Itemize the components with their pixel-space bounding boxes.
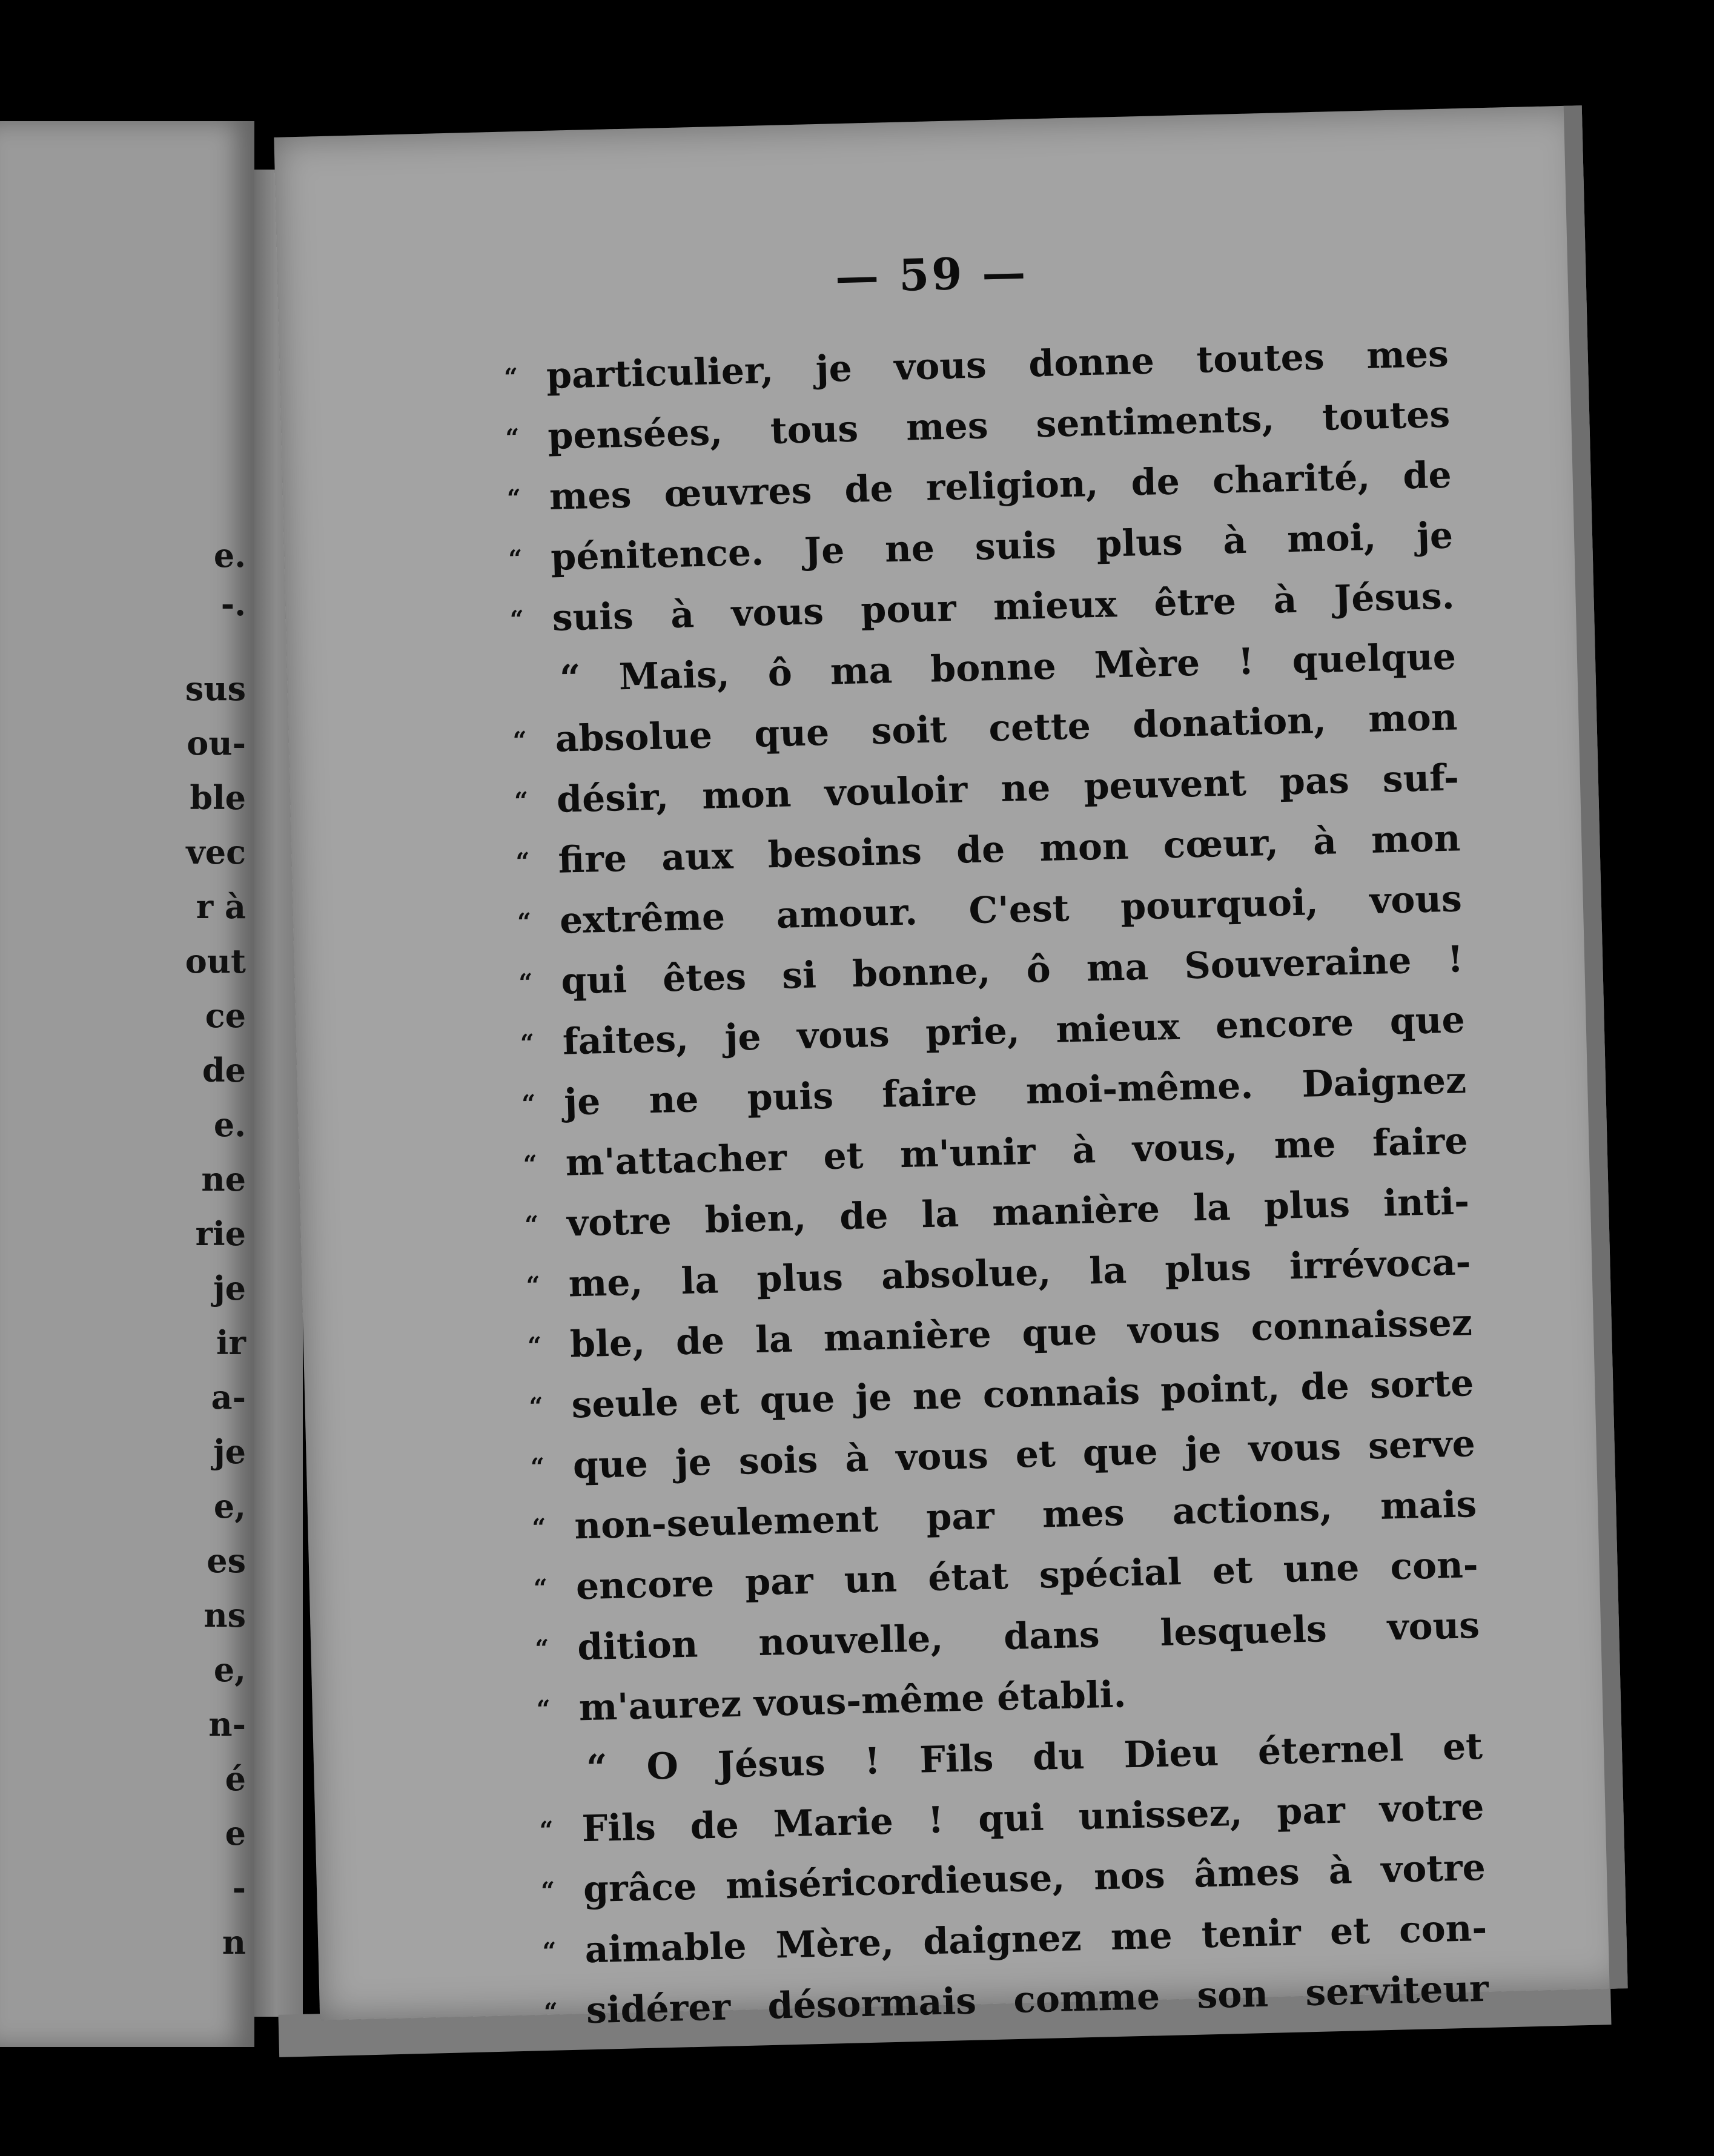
page-right-edge: [1564, 105, 1628, 1989]
line-text: extrême amour. C'est pourquoi, vous: [559, 878, 1463, 942]
left-page-fragment: de: [202, 1051, 246, 1090]
quote-mark: “: [543, 1997, 558, 2026]
left-page-fragment: je: [213, 1269, 246, 1308]
line-text: m'attacher et m'unir à vous, me faire: [565, 1120, 1469, 1185]
line-text: sidérer désormais comme son serviteur: [586, 1967, 1489, 2032]
left-page-fragment: ir: [216, 1323, 246, 1362]
line-text: suis à vous pour mieux être à Jésus.: [552, 575, 1455, 640]
left-page-fragment: sus: [185, 669, 246, 708]
line-text: Fils de Marie ! qui unissez, par votre: [581, 1785, 1485, 1851]
line-text: mes œuvres de religion, de charité, de: [549, 454, 1452, 518]
line-text: je ne puis faire moi-même. Daignez: [563, 1059, 1467, 1124]
quote-mark: “: [518, 968, 534, 997]
quote-mark: “: [530, 1452, 545, 1482]
left-page-fragment: -: [232, 1868, 246, 1907]
line-text: particulier, je vous donne toutes mes: [546, 332, 1449, 397]
line-text: aimable Mère, daignez me tenir et con-: [584, 1906, 1488, 1972]
left-page-fragment: n-: [208, 1705, 246, 1744]
quote-mark: “: [527, 1331, 542, 1361]
quote-mark: “: [539, 1816, 554, 1845]
left-page-fragment: ne: [201, 1160, 246, 1199]
line-text: qui êtes si bonne, ô ma Souveraine !: [560, 938, 1464, 1003]
left-page-fragment: es: [207, 1541, 246, 1580]
quote-mark: “: [520, 1028, 535, 1058]
quote-mark: “: [531, 1513, 547, 1543]
line-text: pénitence. Je ne suis plus à moi, je: [550, 514, 1454, 579]
quote-mark: “: [515, 847, 531, 876]
left-page-fragment: e.: [213, 1105, 246, 1144]
quote-mark: “: [514, 786, 529, 816]
line-text: non-seulement par mes actions, mais: [574, 1483, 1477, 1548]
quote-mark: “: [506, 484, 521, 513]
book-page: [274, 105, 1627, 2032]
quote-mark: “: [534, 1634, 550, 1664]
line-text: absolue que soit cette donation, mon: [554, 696, 1458, 761]
line-text: me, la plus absolue, la plus irrévoca-: [567, 1241, 1472, 1306]
quote-mark: “: [542, 1937, 557, 1966]
quote-mark: “: [536, 1695, 551, 1724]
left-page-fragment: e: [225, 1814, 246, 1853]
line-text: seule et que je ne connais point, de sorte: [571, 1362, 1475, 1427]
quote-mark: “: [529, 1392, 544, 1421]
quote-mark: “: [508, 544, 523, 574]
left-page-fragment: -.: [220, 584, 246, 623]
line-text: faites, je vous prie, mieux encore que: [562, 999, 1466, 1063]
left-page-fragment: je: [213, 1432, 246, 1471]
line-text: grâce miséricordieuse, nos âmes à votre: [583, 1846, 1486, 1911]
left-page-fragment: a-: [211, 1378, 246, 1417]
line-text: dition nouvelle, dans lesquels vous: [577, 1604, 1480, 1669]
previous-page-edge: [0, 121, 254, 2047]
page-number: — 59 —: [835, 246, 1029, 303]
line-text: “ Mais, ô ma bonne Mère ! quelque: [559, 635, 1457, 700]
left-page-fragment: ce: [205, 996, 246, 1035]
left-page-fragment: out: [185, 942, 246, 980]
quote-mark: “: [505, 423, 520, 452]
quote-mark: “: [523, 1149, 538, 1179]
left-page-fragment: e.: [213, 536, 246, 575]
quote-mark: “: [517, 907, 532, 937]
quote-mark: “: [524, 1210, 539, 1240]
line-text: votre bien, de la manière la plus inti-: [566, 1180, 1470, 1245]
line-text: ble, de la manière que vous connaissez: [569, 1301, 1473, 1366]
left-page-fragment: ns: [203, 1596, 246, 1635]
line-text: désir, mon vouloir ne peuvent pas suf-: [556, 756, 1460, 821]
left-page-fragment: rie: [195, 1214, 246, 1253]
quote-mark: “: [526, 1271, 541, 1300]
left-page-fragment: e,: [213, 1650, 246, 1689]
left-page-fragment: r à: [196, 887, 246, 926]
left-page-fragment: vec: [186, 833, 246, 871]
quote-mark: “: [512, 726, 528, 755]
left-page-fragment: e,: [213, 1487, 246, 1526]
quote-mark: “: [503, 363, 518, 392]
quote-mark: “: [509, 605, 524, 634]
line-text: “ O Jésus ! Fils du Dieu éternel et: [586, 1725, 1483, 1790]
left-page-fragment: n: [222, 1923, 246, 1962]
quote-mark: “: [540, 1876, 555, 1905]
left-page-fragment: ou-: [187, 724, 246, 762]
line-text: fire aux besoins de mon cœur, à mon: [557, 817, 1461, 882]
line-text: pensées, tous mes sentiments, toutes: [547, 393, 1451, 458]
line-text: m'aurez vous-même établi.: [578, 1673, 1127, 1730]
line-text: que je sois à vous et que je vous serve: [572, 1423, 1476, 1487]
left-page-fragment: ble: [190, 778, 246, 817]
quote-mark: “: [533, 1573, 548, 1603]
line-text: encore par un état spécial et une con-: [575, 1543, 1479, 1609]
page-body: [503, 324, 1489, 2042]
left-page-fragment: é: [225, 1759, 246, 1798]
quote-mark: “: [521, 1089, 537, 1119]
